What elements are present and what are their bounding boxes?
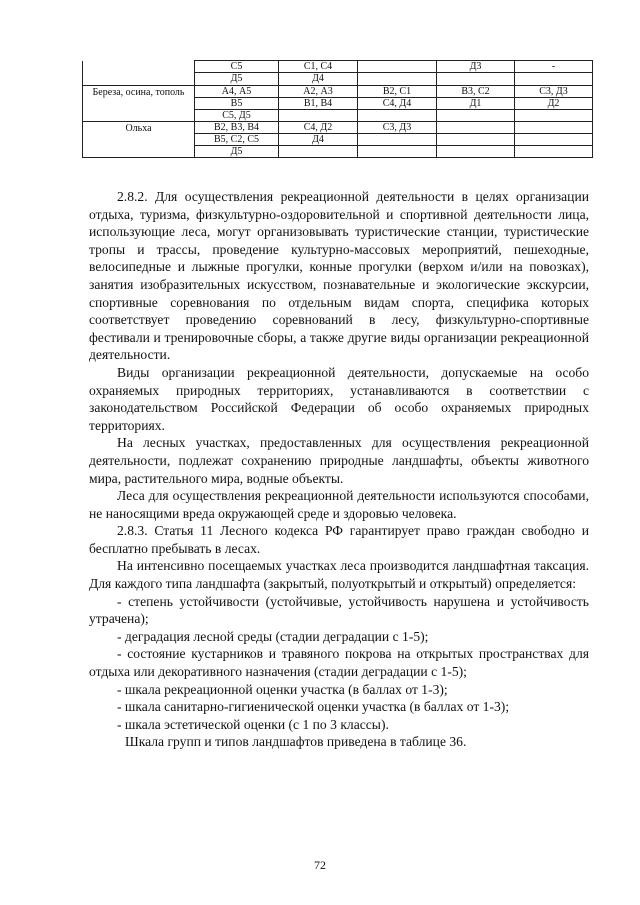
table-cell: Д4 (279, 73, 358, 86)
table-cell (437, 73, 515, 86)
paragraph-lesnye-uchastki: На лесных участках, предоставленных для осуществления рекреационной деятельности, подлежат сохранению природные ландшафты, объекты животного мира, растительного мира, водные объекты. (89, 435, 589, 486)
table-cell: Д5 (195, 145, 279, 157)
table-cell (437, 145, 515, 157)
table-cell: С5, Д5 (195, 109, 279, 121)
body-text (89, 188, 589, 751)
table-cell: С1, С4 (279, 61, 358, 73)
table-cell: В5, С2, С5 (195, 133, 279, 145)
table-cell: С3, Д3 (358, 121, 437, 133)
table-cell (437, 133, 515, 145)
list-item: - шкала рекреационной оценки участка (в баллах от 1-3); (117, 681, 448, 697)
table-row (83, 121, 593, 133)
table-cell (515, 109, 593, 121)
table-cell (279, 109, 358, 121)
table-cell: А4, А5 (195, 85, 279, 97)
table-cell (358, 109, 437, 121)
table-cell (515, 145, 593, 157)
table-cell (437, 109, 515, 121)
table-cell: Д1 (437, 97, 515, 109)
degradation-table (82, 60, 593, 158)
list-item: - степень устойчивости (устойчивые, устойчивость нарушена и устойчивость утрачена); (89, 593, 589, 627)
table-cell (358, 145, 437, 157)
paragraph-2-8-2: 2.8.2. Для осуществления рекреационной деятельности в целях организации отдыха, туризма, физкультурно-оздоровительной и спортивной деятельности лица, использующие леса, могут организовывать туристические станции, туристические тропы и трассы, проведение культурно-массовых мероприятий, пешеходные, велосипедные и лыжные прогулки, конные прогулки (верхом и/или на повозках), занятия изобразительных искусством, познавательные и экологические экскурсии, спортивные соревнования по отдельным видам спорта, специфика которых соответствует проведению соревнований в лесу, физкультурно-спортивные фестивали и тренировочные сборы, а также другие виды организации рекреационной деятельности. (89, 189, 589, 363)
table-cell: В5 (195, 97, 279, 109)
table-cell (358, 61, 437, 73)
table-cell (358, 73, 437, 86)
table-cell: Д3 (437, 61, 515, 73)
table-row (83, 73, 593, 86)
species-cell (83, 61, 195, 73)
species-cell (83, 73, 195, 86)
table-cell (358, 133, 437, 145)
list-item: - шкала эстетической оценки (с 1 по 3 классы). (117, 716, 389, 732)
table-cell: В2, В3, В4 (195, 121, 279, 133)
table-cell: С4, Д4 (358, 97, 437, 109)
paragraph-table-ref: Шкала групп и типов ландшафтов приведена в таблице 36. (125, 734, 467, 750)
table-cell: - (515, 61, 593, 73)
table-cell: В1, В4 (279, 97, 358, 109)
list-item: - деградация лесной среды (стадии деградации с 1-5); (117, 628, 429, 644)
table-cell: С3, Д3 (515, 85, 593, 97)
table-row (83, 85, 593, 97)
table-cell: А2, А3 (279, 85, 358, 97)
table-cell: В3, С2 (437, 85, 515, 97)
paragraph-taksaciya: На интенсивно посещаемых участках леса производится ландшафтная таксация. Для каждого типа ландшафта (закрытый, полуоткрытый и открытый) определяется: (89, 558, 589, 592)
page-number: 72 (314, 858, 326, 872)
species-cell: Ольха (83, 121, 195, 157)
table-cell (279, 145, 358, 157)
table-cell (515, 133, 593, 145)
paragraph-protected-areas: Виды организации рекреационной деятельности, допускаемые на особо охраняемых природных территориях, устанавливаются в соответствии с законодательством Российской Федерации об особо охраняемых природных территориях. (89, 364, 589, 433)
table-cell: В2, С1 (358, 85, 437, 97)
table-cell: С5 (195, 61, 279, 73)
table-cell (515, 121, 593, 133)
species-cell: Береза, осина, тополь (83, 85, 195, 121)
table-row (83, 61, 593, 73)
list-item: - шкала санитарно-гигиенической оценки участка (в баллах от 1-3); (117, 699, 510, 715)
table-cell: Д2 (515, 97, 593, 109)
table-cell (437, 121, 515, 133)
table-cell: Д4 (279, 133, 358, 145)
list-item: - состояние кустарников и травяного покрова на открытых пространствах для отдыха или декоративного назначения (стадии деградации с 1-5); (89, 646, 589, 680)
table-cell: Д5 (195, 73, 279, 86)
paragraph-2-8-3: 2.8.3. Статья 11 Лесного кодекса РФ гарантирует право граждан свободно и бесплатно пребывать в лесах. (89, 523, 589, 556)
paragraph-sposoby: Леса для осуществления рекреационной деятельности используются способами, не наносящими вреда окружающей среде и здоровью человека. (89, 488, 589, 521)
table-cell (515, 73, 593, 86)
table-cell: С4, Д2 (279, 121, 358, 133)
